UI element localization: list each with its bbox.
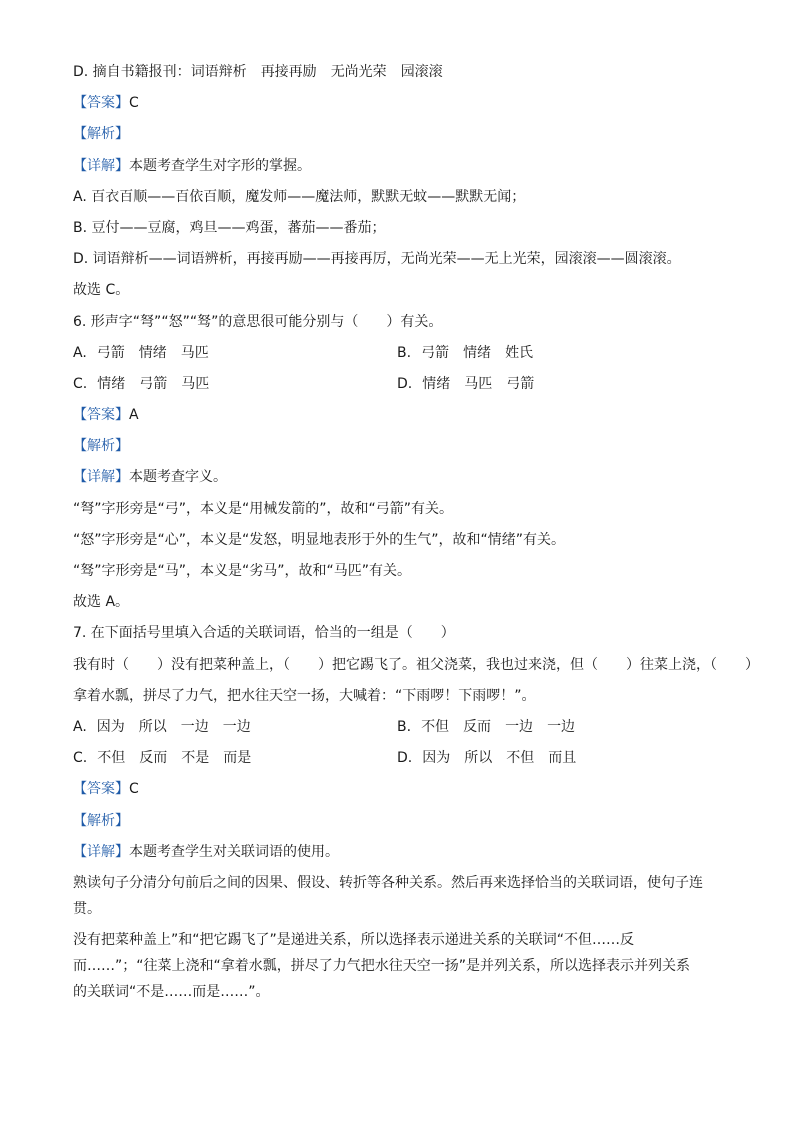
q7-detail-line: 贯。 (73, 900, 101, 917)
q6-detail-line: “弩”字形旁是“弓”，本义是“用械发箭的”，故和“弓箭”有关。 (73, 500, 454, 517)
q5-option-d-word: 园滚滚 (400, 64, 443, 80)
option-word: 姓氏 (505, 344, 534, 361)
option-word: 弓箭 (96, 344, 125, 361)
option-word: 而是 (223, 750, 252, 767)
q5-detail-line: D. 词语辩析——词语辨析，再接再励——再接再厉，无尚光荣——无上光荣，园滚滚——圆滚滚。 (73, 251, 681, 268)
q5-analysis (73, 124, 723, 144)
q7-answer (73, 779, 723, 799)
option-word: 一边 (505, 718, 534, 735)
option-word: 不但 (506, 750, 535, 767)
document-page (73, 62, 759, 1013)
q6-options-row-1 (73, 343, 723, 363)
q7-detail-line: 熟读句子分清分句前后之间的因果、假设、转折等各种关系。然后再来选择恰当的关联词语，使句子连 (73, 874, 703, 891)
option-label: D. (397, 750, 413, 767)
option-word: 情绪 (422, 375, 451, 392)
option-word: 一边 (222, 718, 251, 735)
q7-option-d (397, 748, 576, 768)
option-word: 情绪 (97, 375, 126, 392)
q5-option-d-prefix: D. 摘自书籍报刊： (73, 64, 191, 80)
option-word: 不是 (181, 750, 210, 767)
option-word: 因为 (422, 750, 451, 767)
q6-option-b (397, 343, 533, 363)
option-word: 一边 (180, 718, 209, 735)
option-word: 不但 (97, 750, 126, 767)
q5-option-d-word: 词语辩析 (190, 64, 247, 80)
q7-option-b (397, 717, 575, 737)
option-word: 弓箭 (506, 375, 535, 392)
q7-option-c (73, 748, 251, 768)
q7-options-row-1 (73, 717, 723, 737)
detail-intro: 本题考查字义。 (129, 469, 227, 486)
analysis-tag: 【解析】 (73, 438, 129, 455)
q5-option-d (73, 62, 723, 82)
q7-options-row-2 (73, 748, 723, 768)
q7-detail-line: 没有把菜种盖上”和“把它踢飞了”是递进关系，所以选择表示递进关系的关联词“不但……反 (73, 932, 635, 949)
option-word: 所以 (138, 718, 167, 735)
q5-option-d-word: 无尚光荣 (330, 64, 387, 80)
option-word: 不但 (421, 718, 450, 735)
q6-detail-line: “怒”字形旁是“心”，本义是“发怒，明显地表形于外的生气”，故和“情绪”有关。 (73, 531, 566, 548)
option-label: C. (73, 750, 88, 767)
analysis-tag: 【解析】 (73, 126, 129, 143)
answer-tag: 【答案】 (73, 781, 129, 798)
q7-question: 7. 在下面括号里填入合适的关联词语，恰当的一组是（ ） (73, 625, 455, 642)
detail-tag: 【详解】 (73, 469, 129, 486)
q6-option-a (73, 343, 209, 363)
option-label: C. (73, 375, 88, 392)
q5-option-d-word: 再接再励 (260, 64, 317, 80)
q6-answer (73, 405, 723, 425)
q7-detail-line: 而……”；“往菜上浇和“拿着水瓢，拼尽了力气把水往天空一扬”是并列关系，所以选择表示并列关系 (73, 958, 691, 975)
option-word: 反而 (139, 750, 168, 767)
q5-detail-line: A. 百衣百顺——百依百顺，魔发师——魔法师，默默无蚊——默默无闻； (73, 188, 526, 205)
q7-passage-line: 我有时（ ）没有把菜种盖上，（ ）把它踢飞了。祖父浇菜，我也过来浇，但（ ）往菜上浇，（ ） (73, 656, 759, 673)
q7-option-a (73, 717, 251, 737)
detail-intro: 本题考查学生对字形的掌握。 (129, 157, 311, 174)
option-word: 因为 (96, 718, 125, 735)
q7-detail-intro (73, 842, 723, 862)
q7-detail-line: 的关联词“不是……而是……”。 (73, 984, 270, 1001)
q7-analysis (73, 811, 723, 831)
option-word: 情绪 (138, 344, 167, 361)
option-word: 情绪 (463, 344, 492, 361)
analysis-tag: 【解析】 (73, 812, 129, 829)
q6-analysis (73, 436, 723, 456)
option-word: 弓箭 (421, 344, 450, 361)
option-word: 一边 (547, 718, 576, 735)
detail-tag: 【详解】 (73, 157, 129, 174)
q7-passage-line: 拿着水瓢，拼尽了力气，把水往天空一扬，大喊着：“下雨啰！下雨啰！”。 (73, 687, 536, 704)
q6-options-row-2 (73, 374, 723, 394)
option-label: D. (397, 375, 413, 392)
q6-conclusion: 故选 A。 (73, 594, 130, 611)
detail-tag: 【详解】 (73, 843, 129, 860)
q6-option-d (397, 374, 534, 394)
q5-conclusion: 故选 C。 (73, 282, 130, 299)
answer-value: A (129, 407, 139, 424)
answer-tag: 【答案】 (73, 407, 129, 424)
option-label: B. (397, 344, 412, 361)
q6-option-c (73, 374, 209, 394)
answer-tag: 【答案】 (73, 95, 129, 112)
option-label: B. (397, 718, 412, 735)
option-word: 马匹 (180, 344, 209, 361)
option-label: A. (73, 718, 87, 735)
option-word: 反而 (463, 718, 492, 735)
q5-detail-line: B. 豆付——豆腐，鸡旦——鸡蛋，蕃茄——番茄； (73, 219, 386, 236)
q6-detail-line: “驽”字形旁是“马”，本义是“劣马”，故和“马匹”有关。 (73, 563, 412, 579)
option-word: 马匹 (464, 375, 493, 392)
detail-intro: 本题考查学生对关联词语的使用。 (129, 843, 339, 860)
option-word: 而且 (548, 750, 577, 767)
q5-answer (73, 93, 723, 113)
q6-detail-intro (73, 467, 723, 487)
option-word: 所以 (464, 750, 493, 767)
answer-value: C (129, 95, 139, 112)
answer-value: C (129, 781, 139, 798)
option-word: 弓箭 (139, 375, 168, 392)
q6-question: 6. 形声字“弩”“怒”“驽”的意思很可能分别与（ ）有关。 (73, 313, 443, 330)
option-word: 马匹 (181, 375, 210, 392)
option-label: A. (73, 344, 87, 361)
q5-detail-intro (73, 156, 723, 176)
